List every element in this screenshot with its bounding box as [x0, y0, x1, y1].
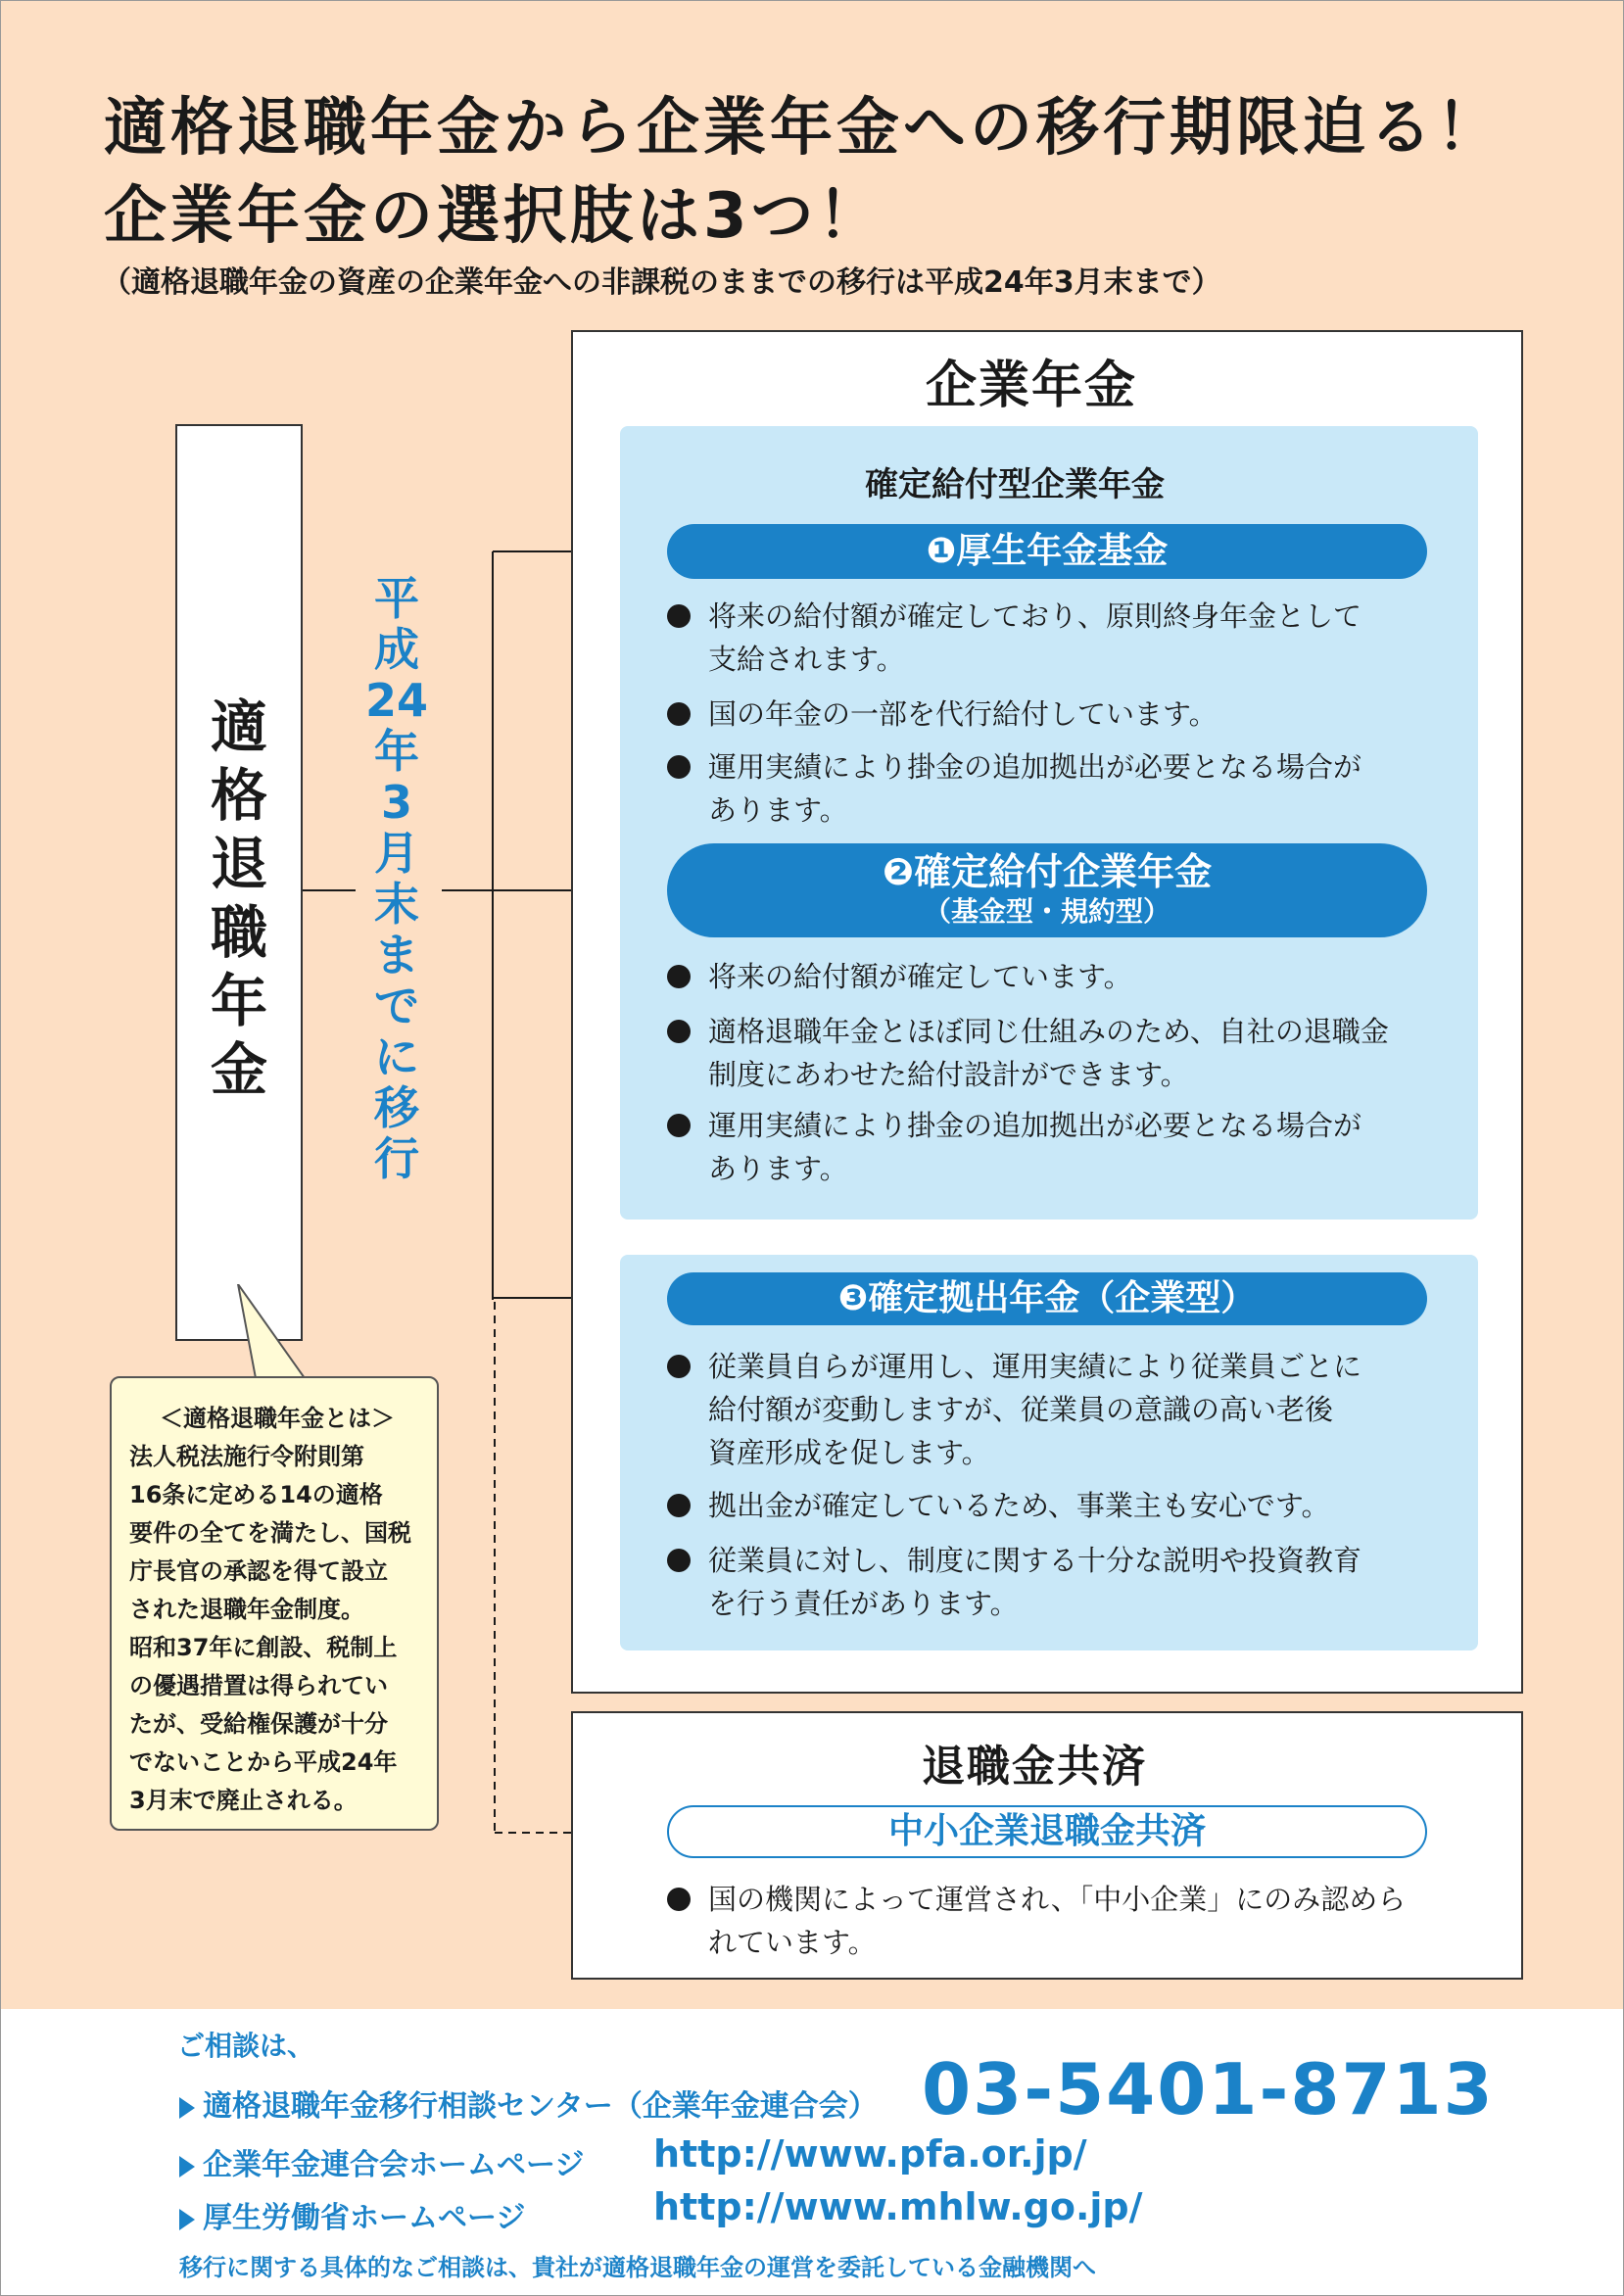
note-title: ＜適格退職年金とは＞: [160, 1405, 395, 1432]
option-dc-label: ❸確定拠出年金（企業型）: [667, 1272, 1427, 1325]
retirement-aid-title: 退職金共済: [922, 1742, 1147, 1792]
note-line: された退職年金制度。: [129, 1596, 364, 1623]
bullet-item: 運用実績により掛金の追加拠出が必要となる場合が あります。: [708, 1104, 1453, 1190]
headline-subtitle: （適格退職年金の資産の企業年金への非課税のままでの移行は平成24年3月末まで）: [102, 265, 1221, 300]
note-line: たが、受給権保護が十分: [129, 1710, 388, 1738]
bottom-note: 移行に関する具体的なご相談は、貴社が適格退職年金の運営を委託している金融機関へ: [179, 2254, 1096, 2281]
option-db-subtitle: （基金型・規約型）: [923, 895, 1170, 928]
pfa-homepage-label: 企業年金連合会ホームページ: [203, 2148, 585, 2182]
migration-deadline: 平成24年3月末までに移行: [364, 572, 428, 1185]
triangle-right-icon: [179, 2209, 195, 2230]
note-line: の優遇措置は得られてい: [129, 1672, 388, 1699]
bullet-dot-icon: [667, 1355, 691, 1378]
contact-phone[interactable]: 03-5401-8713: [922, 2048, 1495, 2130]
qualified-pension-note: [110, 1376, 439, 1831]
note-line: 昭和37年に創設、税制上: [129, 1634, 398, 1661]
headline-line2: 企業年金の選択肢は3つ！: [104, 180, 884, 253]
bullet-dot-icon: [667, 1888, 691, 1911]
note-line: 16条に定める14の適格: [129, 1481, 383, 1508]
bullet-item: 拠出金が確定しているため、事業主も安心です。: [708, 1484, 1453, 1527]
bullet-item: 国の年金の一部を代行給付しています。: [708, 693, 1453, 736]
bullet-item: 国の機関によって運営され、「中小企業」にのみ認めら れています。: [708, 1878, 1482, 1964]
bullet-dot-icon: [667, 1114, 691, 1137]
bullet-dot-icon: [667, 755, 691, 779]
mhlw-homepage: [179, 2193, 525, 2236]
corporate-pension-title: 企業年金: [926, 357, 1138, 415]
option-db-title: ❷確定給付企業年金: [882, 850, 1213, 893]
triangle-right-icon: [179, 2097, 195, 2119]
bullet-dot-icon: [667, 965, 691, 988]
note-line: でないことから平成24年: [129, 1748, 398, 1776]
note-line: 要件の全てを満たし、国税: [129, 1519, 411, 1547]
bullet-dot-icon: [667, 1549, 691, 1572]
bullet-item: 将来の給付額が確定しています。: [708, 955, 1453, 998]
bullet-dot-icon: [667, 702, 691, 726]
contact-center-label: 適格退職年金移行相談センター（企業年金連合会）: [203, 2089, 878, 2124]
mhlw-homepage-label: 厚生労働省ホームページ: [203, 2201, 526, 2235]
bullet-item: 将来の給付額が確定しており、原則終身年金として 支給されます。: [708, 595, 1453, 681]
bullet-item: 適格退職年金とほぼ同じ仕組みのため、自社の退職金 制度にあわせた給付設計ができます。: [708, 1010, 1453, 1096]
note-line: 法人税法施行令附則第: [129, 1443, 364, 1470]
pfa-url-link[interactable]: http://www.pfa.or.jp/: [653, 2132, 1087, 2176]
note-line: 3月末で廃止される。: [129, 1787, 358, 1814]
triangle-right-icon: [179, 2156, 195, 2177]
contact-center: [179, 2081, 878, 2125]
bullet-item: 運用実績により掛金の追加拠出が必要となる場合が あります。: [708, 745, 1453, 832]
option-db-label: [667, 843, 1427, 937]
sme-retirement-aid-label: 中小企業退職金共済: [667, 1805, 1427, 1858]
defined-benefit-heading: 確定給付型企業年金: [865, 465, 1165, 504]
note-callout-pointer: [236, 1284, 314, 1382]
contact-footer: [1, 2009, 1623, 2295]
option-fund-label: ❶厚生年金基金: [667, 524, 1427, 579]
bullet-dot-icon: [667, 1020, 691, 1043]
qualified-pension-label: 適格退職年金: [210, 694, 267, 1103]
mhlw-url-link[interactable]: http://www.mhlw.go.jp/: [653, 2185, 1143, 2228]
bullet-dot-icon: [667, 1494, 691, 1517]
note-line: 庁長官の承認を得て設立: [129, 1557, 388, 1585]
pfa-homepage: [179, 2140, 584, 2183]
bullet-item: 従業員に対し、制度に関する十分な説明や投資教育 を行う責任があります。: [708, 1539, 1453, 1625]
bullet-item: 従業員自らが運用し、運用実績により従業員ごとに 給付額が変動しますが、従業員の意識の高い老後 資産形成を促します。: [708, 1345, 1453, 1474]
contact-intro: ご相談は、: [177, 2030, 315, 2062]
bullet-dot-icon: [667, 604, 691, 628]
headline-line1: 適格退職年金から企業年金への移行期限迫る！: [104, 92, 1503, 165]
